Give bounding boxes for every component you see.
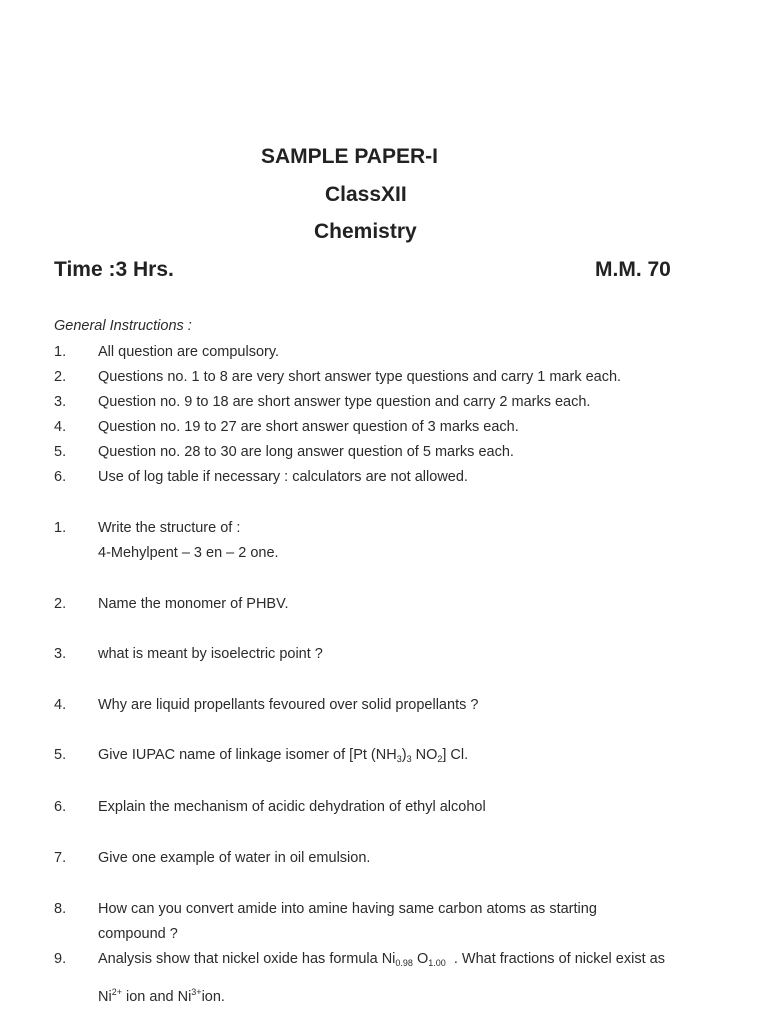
item-number: 2. [54,369,67,385]
question-text: 4-Mehylpent – 3 en – 2 one. [98,545,279,561]
item-number: 3. [54,394,67,410]
question-text [98,950,665,972]
q5-text-part: ) [401,747,407,763]
question-text: How can you convert amide into amine having same carbon atoms as starting [98,901,597,917]
question-number: 3. [54,646,67,662]
item-text: Use of log table if necessary : calculators are not allowed. [98,469,468,485]
item-number: 6. [54,469,67,485]
q9-text-part: ion and Ni [121,989,192,1005]
class-label: ClassXII [325,183,407,206]
question-number: 4. [54,697,67,713]
subject-label: Chemistry [314,220,417,243]
question-number: 9. [54,951,67,967]
question-text: Explain the mechanism of acidic dehydration of ethyl alcohol [98,799,486,815]
q5-text-part: ] Cl. [442,747,469,763]
question-number: 6. [54,799,67,815]
question-text [98,983,225,1006]
question-text: Write the structure of : [98,520,241,536]
item-text: Question no. 28 to 30 are long answer question of 5 marks each. [98,444,514,460]
item-number: 5. [54,444,67,460]
instructions-heading: General Instructions : [54,318,192,334]
question-number: 8. [54,901,67,917]
item-text: All question are compulsory. [98,344,280,360]
q5-subscript: 3 [406,754,412,764]
question-text: Give one example of water in oil emulsion. [98,850,371,866]
q9-text-part: ion. [201,989,225,1005]
q9-superscript: 3+ [191,987,202,997]
q9-subscript: 1.00 [428,958,446,968]
q9-text-part: . What fractions of nickel exist as [453,951,665,967]
q9-text-part: Analysis show that nickel oxide has formula Ni [98,951,396,967]
q5-text-part: Give IUPAC name of linkage isomer of [Pt (NH [98,747,397,763]
question-text: compound ? [98,926,178,942]
question-number: 7. [54,850,67,866]
max-marks-label: M.M. 70 [595,258,671,281]
q9-superscript: 2+ [111,987,122,997]
question-text: Why are liquid propellants fevoured over solid propellants ? [98,697,479,713]
q9-subscript: 0.98 [395,958,413,968]
item-text: Questions no. 1 to 8 are very short answer type questions and carry 1 mark each. [98,369,622,385]
question-text [98,746,468,768]
item-number: 4. [54,419,67,435]
q9-text-part: O [412,951,429,967]
question-text: Name the monomer of PHBV. [98,596,289,612]
question-number: 2. [54,596,67,612]
time-label: Time :3 Hrs. [54,258,174,281]
item-text: Question no. 19 to 27 are short answer question of 3 marks each. [98,419,519,435]
question-number: 1. [54,520,67,536]
item-text: Question no. 9 to 18 are short answer type question and carry 2 marks each. [98,394,591,410]
paper-title: SAMPLE PAPER-I [261,145,438,168]
q9-text-part: Ni [98,989,112,1005]
q5-subscript: 3 [396,754,402,764]
question-text: what is meant by isoelectric point ? [98,646,323,662]
q5-text-part: NO [411,747,438,763]
question-number: 5. [54,747,67,763]
item-number: 1. [54,344,67,360]
q5-subscript: 2 [437,754,443,764]
